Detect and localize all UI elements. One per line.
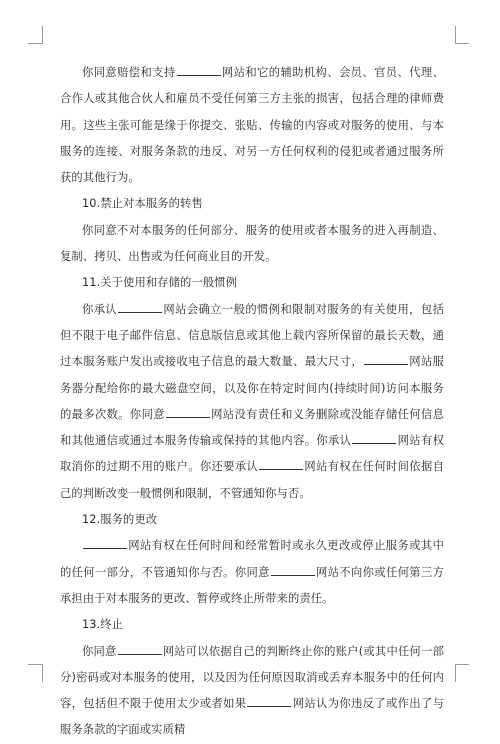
blank-field <box>83 538 127 549</box>
blank-field <box>259 459 303 470</box>
paragraph-service-changes: 网站有权在任何时间和经常暂时或永久更改或停止服务或其中的任何一部分，不管通知你与否。你同意 网站不向你或任何第三方承担由于对本服务的更改、暂停或终止所带来的责任。 <box>60 539 444 605</box>
paragraph-termination: 你同意 网站可以依据自己的判断终止你的账户(或其中任何一部分)密码或对本服务的使用，以及因为任何原因取消或丢弃本服务中的任何内容，包括但不限于使用太少或者如果 网站认为你违反了或作出了与服务条款的字面或实质精 <box>60 644 444 737</box>
section-heading-11: 11.关于使用和存储的一般惯例 <box>82 276 238 290</box>
blank-field <box>118 302 162 313</box>
blank-field <box>247 696 291 707</box>
blank-field <box>364 354 408 365</box>
blank-field <box>177 65 221 76</box>
section-heading-10: 10.禁止对本服务的转售 <box>82 197 203 211</box>
paragraph-usage-storage: 你承认 网站会确立一般的惯例和限制对服务的有关使用，包括但不限于电子邮件信息、信息版信息或其他上载内容所保留的最长天数，通过本服务账户发出或接收电子信息的最大数量、最大尺寸， 网站服务器分配给你的最大磁盘空间，以及你在特定时间内(持续时间)访问本服务的最多次数。你同意 网站没有责任和义务删除或没能存储任何信息和其他通信或通过本服务传输或保持的其他内容。你承认 网站有权取消你的过期不用的账户。你还要承认 网站有权在任何时间依据自己的判断改变一般惯例和限制，不管通知你与否。 <box>60 302 445 500</box>
blank-field <box>352 433 396 444</box>
section-heading-12: 12.服务的更改 <box>82 513 158 527</box>
paragraph-indemnity: 你同意赔偿和支持 网站和它的辅助机构、会员、官员、代理、合作人或其他合伙人和雇员不受任何第三方主张的损害，包括合理的律师费用。这些主张可能是缘于你提交、张贴、传输的内容或对服务的使用、与本服务的连接、对服务条款的违反、对另一方任何权利的侵犯或者通过服务所获的其他行为。 <box>60 66 444 185</box>
blank-field <box>271 565 315 576</box>
paragraph-no-resale: 你同意不对本服务的任何部分、服务的使用或者本服务的进入再制造、复制、拷贝、出售或为任何商业目的开发。 <box>60 223 444 264</box>
document-body <box>60 60 444 744</box>
section-heading-13: 13.终止 <box>82 618 124 632</box>
blank-field <box>118 644 162 655</box>
blank-field <box>166 407 210 418</box>
